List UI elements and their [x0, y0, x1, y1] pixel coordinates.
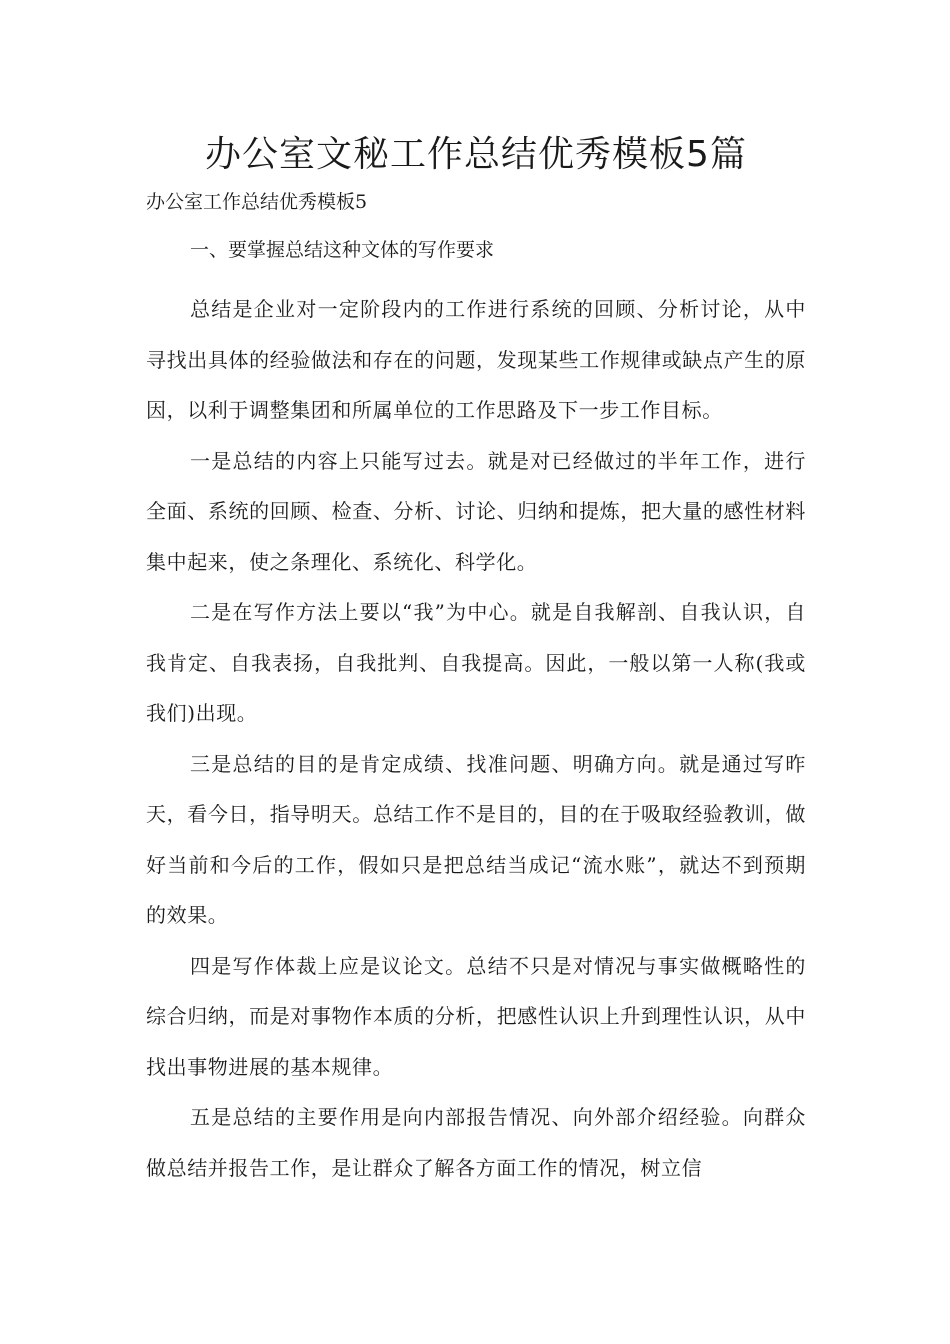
paragraph-point-3: 三是总结的目的是肯定成绩、找准问题、明确方向。就是通过写昨天，看今日，指导明天。总结工作不是目的，目的在于吸取经验教训，做好当前和今后的工作，假如只是把总结当成记“流水账”，就达不到预期的效果。: [146, 751, 806, 927]
document-subtitle: 办公室工作总结优秀模板5: [146, 191, 368, 213]
document-page: [146, 128, 806, 1193]
paragraph-point-5: 五是总结的主要作用是向内部报告情况、向外部介绍经验。向群众做总结并报告工作，是让群众了解各方面工作的情况，树立信: [146, 1105, 806, 1180]
paragraph-point-4: 四是写作体裁上应是议论文。总结不只是对情况与事实做概略性的综合归纳，而是对事物作本质的分析，把感性认识上升到理性认识，从中找出事物进展的基本规律。: [146, 953, 806, 1079]
section-heading: 一、要掌握总结这种文体的写作要求: [190, 239, 495, 261]
paragraph-point-1: 一是总结的内容上只能写过去。就是对已经做过的半年工作，进行全面、系统的回顾、检查、分析、讨论、归纳和提炼，把大量的感性材料集中起来，使之条理化、系统化、科学化。: [146, 448, 806, 574]
paragraph-point-2: 二是在写作方法上要以“我”为中心。就是自我解剖、自我认识，自我肯定、自我表扬，自我批判、自我提高。因此，一般以第一人称(我或我们)出现。: [146, 600, 806, 725]
paragraph-intro: 总结是企业对一定阶段内的工作进行系统的回顾、分析讨论，从中寻找出具体的经验做法和存在的问题，发现某些工作规律或缺点产生的原因，以利于调整集团和所属单位的工作思路及下一步工作目标。: [146, 297, 806, 422]
document-body: [146, 234, 806, 1193]
document-title: 办公室文秘工作总结优秀模板5篇: [205, 134, 747, 175]
